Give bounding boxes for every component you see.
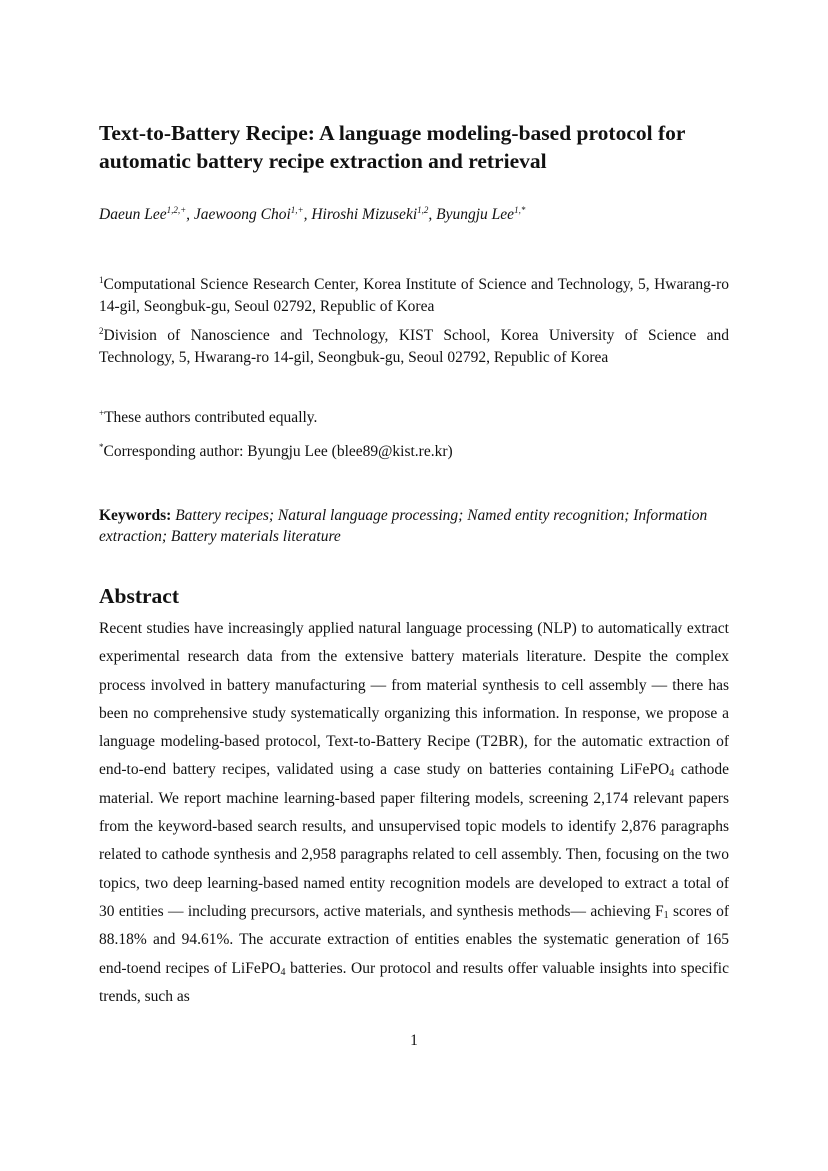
abstract-text: scores of 88.18% and 94.61%. The accurate extraction of entities enables the systematic generation of 165 end-toend recipes of LiFePO [99,902,729,977]
author-name: Jaewoong Choi [193,206,291,223]
author-affiliation-marker: 1,+ [290,205,304,215]
affiliation-text: Computational Science Research Center, Korea Institute of Science and Technology, 5, Hwarang-ro 14-gil, Seongbuk-gu, Seoul 02792, Republic of Korea [99,276,729,315]
note-marker: * [99,442,104,452]
author-separator: , [303,206,312,223]
keywords-text: Battery recipes; Natural language processing; Named entity recognition; Information extraction; Battery materials literature [99,507,708,545]
keywords [99,505,739,547]
author-name: Hiroshi Mizuseki [311,206,418,223]
author-affiliation-marker: 1,* [514,205,526,215]
title-line-2: automatic battery recipe extraction and retrieval [99,149,547,173]
author-name: Daeun Lee [99,206,167,223]
affiliation-text: Division of Nanoscience and Technology, KIST School, Korea University of Science and Technology, 5, Hwarang-ro 14-gil, Seongbuk-gu, Seoul 02792, Republic of Korea [99,327,729,366]
affiliation-1 [99,274,729,318]
title-line-1: Text-to-Battery Recipe: A language modeling-based protocol for [99,121,686,145]
author-name: Byungju Lee [436,206,515,223]
abstract-text: batteries. Our protocol and results offer valuable insights into specific trends, such as [99,959,729,1005]
paper-title [99,119,739,175]
corresponding-author-note [99,441,729,463]
abstract-body [99,615,729,1011]
keywords-label: Keywords: [99,507,172,524]
author-affiliation-marker: 1,2 [417,205,429,215]
author-list [99,204,739,226]
author-affiliation-marker: 1,2,+ [166,205,187,215]
subscript: 4 [669,768,675,780]
note-text: Corresponding author: Byungju Lee (blee89@kist.re.kr) [103,443,453,460]
abstract-text: cathode material. We report machine learning-based paper filtering models, screening 2,174 relevant papers from the keyword-based search results, and unsupervised topic models to identify 2,876 paragraphs related to cathode synthesis and 2,958 paragraphs related to cell assembly. Then, focusing on the two topics, two deep learning-based named entity recognition models are developed to extract a total of 30 entities — including precursors, active materials, and synthesis methods— achieving F [99,761,729,920]
note-text: These authors contributed equally. [104,409,318,426]
page-number: 1 [410,1032,418,1049]
subscript: 4 [280,966,286,978]
subscript: 1 [663,909,669,921]
note-marker: + [99,408,105,418]
affiliation-marker: 2 [99,326,104,336]
abstract-heading: Abstract [99,584,180,608]
equal-contribution-note [99,407,729,429]
author-separator: , [428,206,437,223]
abstract-text: Recent studies have increasingly applied natural language processing (NLP) to automatically extract experimental research data from the extensive battery materials literature. Despite the complex process involved in battery manufacturing — from material synthesis to cell assembly — there has been no comprehensive study systematically organizing this information. In response, we propose a language modeling-based protocol, Text-to-Battery Recipe (T2BR), for the automatic extraction of end-to-end battery recipes, validated using a case study on batteries containing LiFePO [99,620,729,779]
affiliation-marker: 1 [99,275,104,285]
author-separator: , [186,206,194,223]
affiliation-2 [99,325,729,369]
